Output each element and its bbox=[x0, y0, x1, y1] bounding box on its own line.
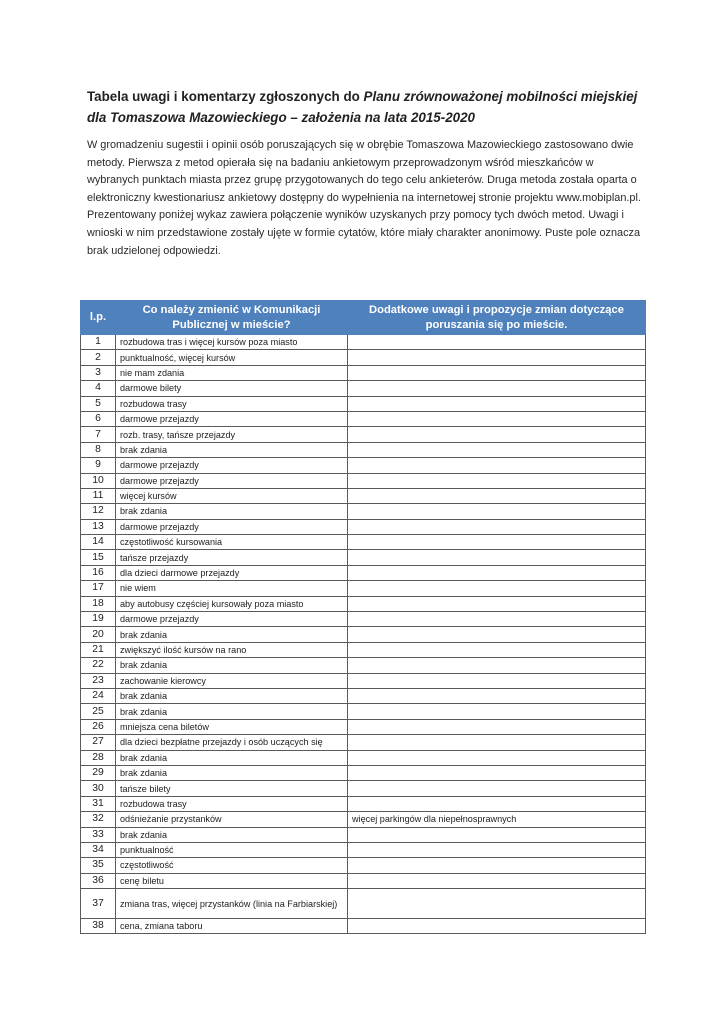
header-lp: l.p. bbox=[81, 301, 116, 335]
table-body bbox=[81, 335, 646, 934]
table-row bbox=[81, 842, 646, 857]
row-change: punktualność, więcej kursów bbox=[116, 350, 348, 365]
row-change: rozbudowa trasy bbox=[116, 796, 348, 811]
table-row bbox=[81, 673, 646, 688]
row-number: 28 bbox=[81, 750, 116, 765]
row-change: nie wiem bbox=[116, 581, 348, 596]
table-row bbox=[81, 565, 646, 580]
row-notes bbox=[348, 658, 646, 673]
row-number: 27 bbox=[81, 735, 116, 750]
row-change: dla dzieci darmowe przejazdy bbox=[116, 565, 348, 580]
row-number: 8 bbox=[81, 442, 116, 457]
row-change: mniejsza cena biletów bbox=[116, 719, 348, 734]
row-notes bbox=[348, 396, 646, 411]
table-row bbox=[81, 796, 646, 811]
table-row bbox=[81, 550, 646, 565]
row-number: 19 bbox=[81, 612, 116, 627]
row-number: 22 bbox=[81, 658, 116, 673]
row-number: 4 bbox=[81, 381, 116, 396]
table-row bbox=[81, 519, 646, 534]
row-change: zwiększyć ilość kursów na rano bbox=[116, 642, 348, 657]
row-number: 24 bbox=[81, 688, 116, 703]
table-row bbox=[81, 858, 646, 873]
row-change: zmiana tras, więcej przystanków (linia na Farbiarskiej) bbox=[116, 889, 348, 919]
row-number: 13 bbox=[81, 519, 116, 534]
header-row bbox=[81, 301, 646, 335]
row-change: darmowe bilety bbox=[116, 381, 348, 396]
row-notes bbox=[348, 827, 646, 842]
row-number: 21 bbox=[81, 642, 116, 657]
row-change: rozbudowa trasy bbox=[116, 396, 348, 411]
row-change: zachowanie kierowcy bbox=[116, 673, 348, 688]
row-notes bbox=[348, 442, 646, 457]
row-notes bbox=[348, 427, 646, 442]
row-number: 15 bbox=[81, 550, 116, 565]
row-number: 23 bbox=[81, 673, 116, 688]
row-notes bbox=[348, 565, 646, 580]
row-number: 38 bbox=[81, 919, 116, 934]
row-change: punktualność bbox=[116, 842, 348, 857]
row-notes bbox=[348, 642, 646, 657]
table-row bbox=[81, 442, 646, 457]
row-number: 29 bbox=[81, 765, 116, 780]
row-notes bbox=[348, 535, 646, 550]
row-notes: więcej parkingów dla niepełnosprawnych bbox=[348, 812, 646, 827]
row-number: 17 bbox=[81, 581, 116, 596]
table-row bbox=[81, 627, 646, 642]
row-notes bbox=[348, 504, 646, 519]
row-number: 7 bbox=[81, 427, 116, 442]
row-notes bbox=[348, 673, 646, 688]
comments-table bbox=[80, 300, 646, 934]
row-notes bbox=[348, 688, 646, 703]
row-number: 2 bbox=[81, 350, 116, 365]
row-notes bbox=[348, 411, 646, 426]
row-notes bbox=[348, 350, 646, 365]
row-change: cenę biletu bbox=[116, 873, 348, 888]
row-number: 18 bbox=[81, 596, 116, 611]
row-change: tańsze przejazdy bbox=[116, 550, 348, 565]
row-change: brak zdania bbox=[116, 750, 348, 765]
row-change: częstotliwość kursowania bbox=[116, 535, 348, 550]
row-change: częstotliwość bbox=[116, 858, 348, 873]
table-row bbox=[81, 504, 646, 519]
row-change: brak zdania bbox=[116, 504, 348, 519]
row-change: darmowe przejazdy bbox=[116, 612, 348, 627]
row-number: 25 bbox=[81, 704, 116, 719]
table-row bbox=[81, 473, 646, 488]
row-change: odśnieżanie przystanków bbox=[116, 812, 348, 827]
row-number: 35 bbox=[81, 858, 116, 873]
row-number: 37 bbox=[81, 889, 116, 919]
table-row bbox=[81, 427, 646, 442]
row-notes bbox=[348, 488, 646, 503]
row-change: brak zdania bbox=[116, 658, 348, 673]
row-notes bbox=[348, 796, 646, 811]
row-change: cena, zmiana taboru bbox=[116, 919, 348, 934]
row-notes bbox=[348, 719, 646, 734]
row-number: 5 bbox=[81, 396, 116, 411]
table-row bbox=[81, 781, 646, 796]
table-row bbox=[81, 765, 646, 780]
row-change: aby autobusy częściej kursowały poza miasto bbox=[116, 596, 348, 611]
row-notes bbox=[348, 458, 646, 473]
row-change: darmowe przejazdy bbox=[116, 473, 348, 488]
row-change: darmowe przejazdy bbox=[116, 411, 348, 426]
row-change: dla dzieci bezpłatne przejazdy i osób uczących się bbox=[116, 735, 348, 750]
row-notes bbox=[348, 858, 646, 873]
table-row bbox=[81, 350, 646, 365]
table-row bbox=[81, 658, 646, 673]
header-notes: Dodatkowe uwagi i propozycje zmian dotyczące poruszania się po mieście. bbox=[348, 301, 646, 335]
row-change: brak zdania bbox=[116, 688, 348, 703]
table-row bbox=[81, 535, 646, 550]
table-row bbox=[81, 827, 646, 842]
row-notes bbox=[348, 473, 646, 488]
row-number: 3 bbox=[81, 365, 116, 380]
table-row bbox=[81, 688, 646, 703]
table-row bbox=[81, 642, 646, 657]
row-notes bbox=[348, 765, 646, 780]
document-title bbox=[87, 86, 657, 128]
row-change: brak zdania bbox=[116, 704, 348, 719]
row-notes bbox=[348, 781, 646, 796]
row-number: 12 bbox=[81, 504, 116, 519]
row-change: darmowe przejazdy bbox=[116, 458, 348, 473]
table-row bbox=[81, 735, 646, 750]
row-change: darmowe przejazdy bbox=[116, 519, 348, 534]
row-notes bbox=[348, 335, 646, 350]
row-change: więcej kursów bbox=[116, 488, 348, 503]
table-row bbox=[81, 750, 646, 765]
row-number: 36 bbox=[81, 873, 116, 888]
row-notes bbox=[348, 365, 646, 380]
table-row bbox=[81, 889, 646, 919]
row-number: 14 bbox=[81, 535, 116, 550]
row-number: 30 bbox=[81, 781, 116, 796]
table-row bbox=[81, 919, 646, 934]
row-notes bbox=[348, 381, 646, 396]
table-row bbox=[81, 365, 646, 380]
row-change: brak zdania bbox=[116, 442, 348, 457]
row-number: 34 bbox=[81, 842, 116, 857]
table-row bbox=[81, 381, 646, 396]
row-notes bbox=[348, 612, 646, 627]
row-number: 31 bbox=[81, 796, 116, 811]
row-number: 26 bbox=[81, 719, 116, 734]
table-row bbox=[81, 335, 646, 350]
table-row bbox=[81, 396, 646, 411]
table-row bbox=[81, 596, 646, 611]
row-change: tańsze bilety bbox=[116, 781, 348, 796]
row-number: 10 bbox=[81, 473, 116, 488]
table-header bbox=[81, 301, 646, 335]
table-row bbox=[81, 719, 646, 734]
intro-paragraph: W gromadzeniu sugestii i opinii osób poruszających się w obrębie Tomaszowa Mazowieckiego zastosowano dwie metody. Pierwsza z metod opierała się na badaniu ankietowym przeprowadzonym wśród mieszkańców w wybranych punktach miasta przez grupę przygotowanych do tego celu ankieterów. Druga metoda została oparta o elektroniczny kwestionariusz ankietowy dostępny do wypełnienia na internetowej stronie projektu www.mobiplan.pl. Prezentowany poniżej wykaz zawiera połączenie wyników uzyskanych przy pomocy tych dwóch metod. Uwagi i wnioski w nim przedstawione zostały ujęte w formie cytatów, które miały charakter anonimowy. Puste pole oznacza brak udzielonej odpowiedzi. bbox=[87, 139, 641, 257]
row-change: brak zdania bbox=[116, 627, 348, 642]
row-number: 1 bbox=[81, 335, 116, 350]
row-notes bbox=[348, 704, 646, 719]
table-row bbox=[81, 704, 646, 719]
row-number: 6 bbox=[81, 411, 116, 426]
table-row bbox=[81, 581, 646, 596]
title-italic: Planu zrównoważonej mobilności miejskiej dla Tomaszowa Mazowieckiego – założenia na lata 2015-2020 bbox=[87, 89, 638, 125]
row-number: 16 bbox=[81, 565, 116, 580]
row-change: rozbudowa tras i więcej kursów poza miasto bbox=[116, 335, 348, 350]
row-change: rozb. trasy, tańsze przejazdy bbox=[116, 427, 348, 442]
row-notes bbox=[348, 873, 646, 888]
table-row bbox=[81, 812, 646, 827]
table-row bbox=[81, 488, 646, 503]
row-notes bbox=[348, 919, 646, 934]
title-plain: Tabela uwagi i komentarzy zgłoszonych do bbox=[87, 89, 364, 104]
row-number: 32 bbox=[81, 812, 116, 827]
row-notes bbox=[348, 581, 646, 596]
row-number: 11 bbox=[81, 488, 116, 503]
row-change: brak zdania bbox=[116, 765, 348, 780]
table-row bbox=[81, 411, 646, 426]
row-notes bbox=[348, 550, 646, 565]
row-notes bbox=[348, 889, 646, 919]
row-notes bbox=[348, 596, 646, 611]
row-notes bbox=[348, 842, 646, 857]
row-number: 33 bbox=[81, 827, 116, 842]
row-notes bbox=[348, 627, 646, 642]
row-notes bbox=[348, 735, 646, 750]
row-notes bbox=[348, 519, 646, 534]
row-number: 9 bbox=[81, 458, 116, 473]
row-change: nie mam zdania bbox=[116, 365, 348, 380]
header-change: Co należy zmienić w Komunikacji Publicznej w mieście? bbox=[116, 301, 348, 335]
row-number: 20 bbox=[81, 627, 116, 642]
row-change: brak zdania bbox=[116, 827, 348, 842]
table-row bbox=[81, 612, 646, 627]
table-row bbox=[81, 873, 646, 888]
row-notes bbox=[348, 750, 646, 765]
table-row bbox=[81, 458, 646, 473]
